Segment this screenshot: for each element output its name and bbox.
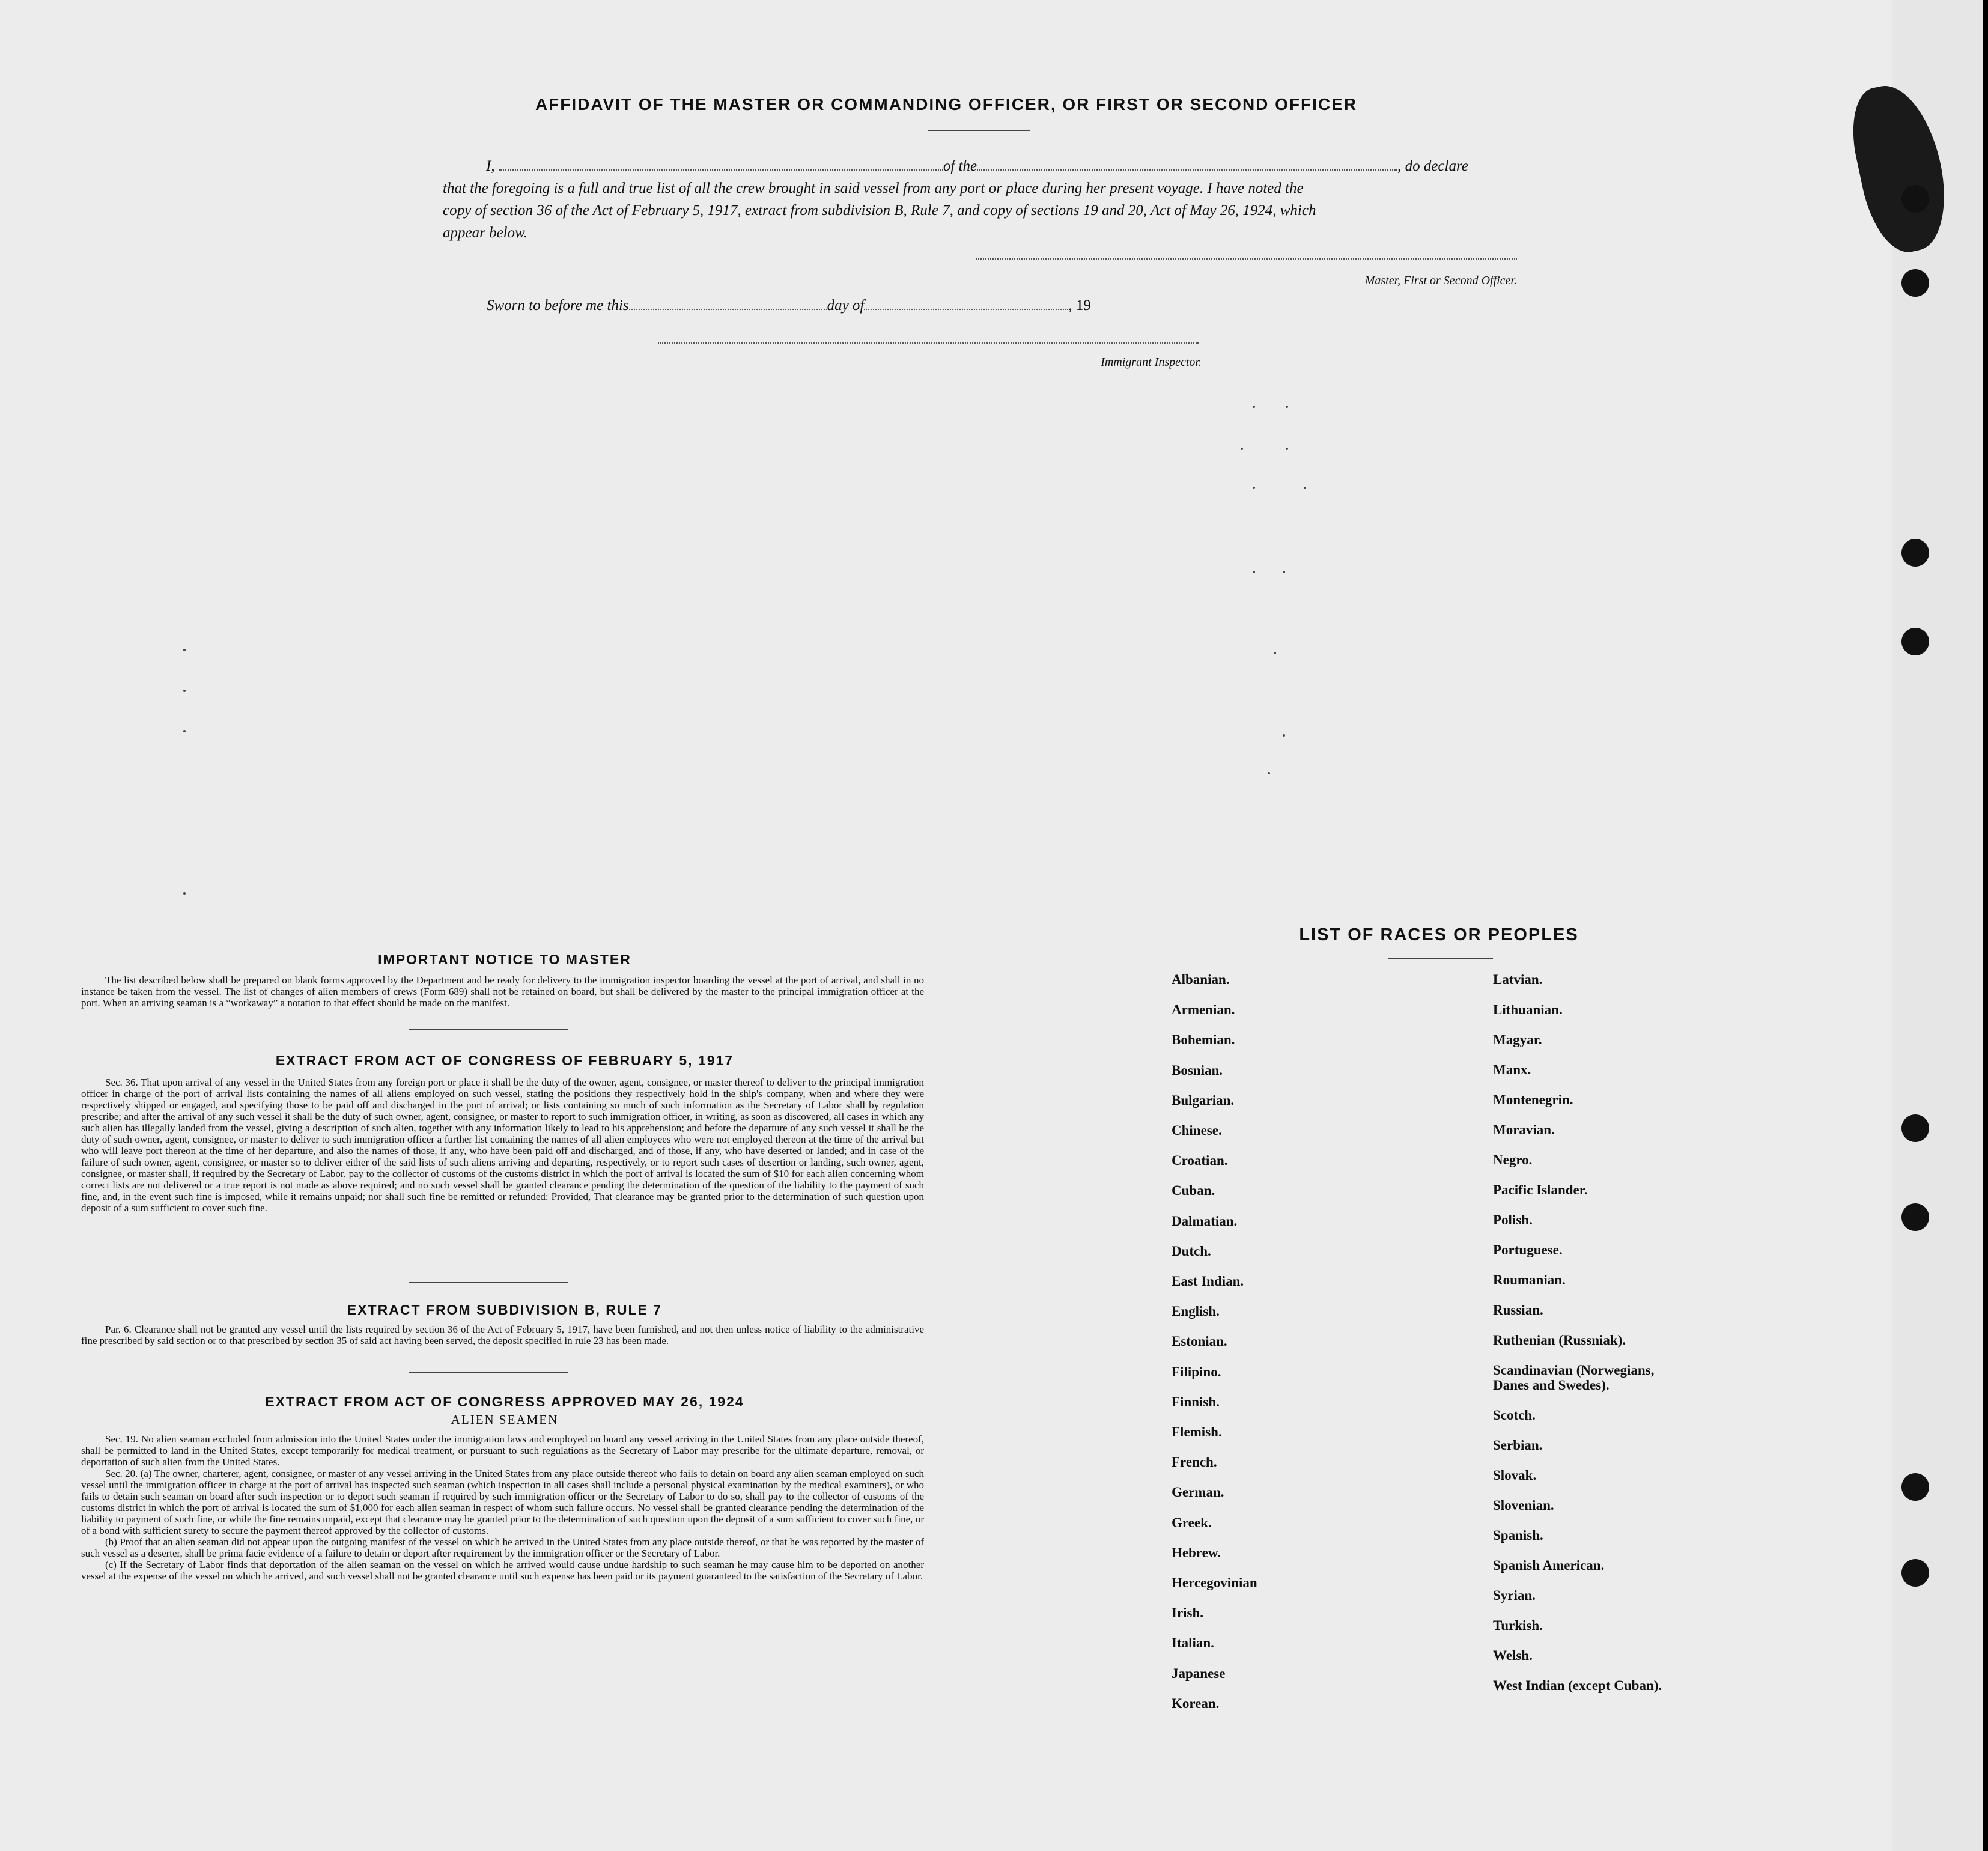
inspector-signature-label: Immigrant Inspector. xyxy=(1101,356,1202,369)
title-rule xyxy=(928,130,1030,131)
sworn-month-blank[interactable] xyxy=(864,309,1068,310)
race-item: Syrian. xyxy=(1493,1588,1536,1603)
race-item: Estonian. xyxy=(1172,1334,1227,1349)
race-item: Armenian. xyxy=(1172,1002,1235,1017)
race-item: Spanish American. xyxy=(1493,1558,1605,1573)
race-item: Bohemian. xyxy=(1172,1032,1235,1047)
race-item: Chinese. xyxy=(1172,1123,1222,1138)
extract-1924-text xyxy=(81,1433,924,1582)
race-item: Lithuanian. xyxy=(1493,1002,1563,1017)
rule7-heading: EXTRACT FROM SUBDIVISION B, RULE 7 xyxy=(347,1302,663,1318)
race-item: Scandinavian (Norwegians, Danes and Swedes). xyxy=(1493,1363,1655,1393)
race-item: Pacific Islander. xyxy=(1493,1182,1588,1197)
extract-1917-text xyxy=(81,1077,924,1214)
sec-19-paragraph: Sec. 19. No alien seaman excluded from admission into the United States under the immigration laws and employed on board any vessel arriving in the United States from any place outside thereof, shall be permitted to land in the United States, except temporarily for medical treatment, or pursuant to such regulations as the Secretary of Labor may prescribe for the ultimate departure, removal, or deportation of such alien from the United States. xyxy=(81,1433,924,1468)
name-blank[interactable] xyxy=(499,169,943,171)
race-item: Bulgarian. xyxy=(1172,1093,1235,1108)
notice-paragraph: The list described below shall be prepared on blank forms approved by the Department and be ready for delivery to the immigration inspector boarding the vessel at the port of arrival, and shall in no instance be taken from the vessel. The list of changes of alien members of crews (Form 689) shall not be retained on board, but shall be delivered by the master to the principal immigration officer at the port. When an arriving seaman is a “workaway” a notation to that effect should be made on the manifest. xyxy=(81,974,924,1009)
sworn-label: Sworn to before me this xyxy=(487,297,629,314)
affidavit-body xyxy=(443,155,1518,244)
sec-20b-paragraph: (b) Proof that an alien seaman did not appear upon the outgoing manifest of the vessel on which he arrived in the United States from any place outside thereof, or that he was reported by the master of such vessel as a deserter, shall be prima facie evidence of a failure to detain or deport after requirement by the immigration officer or the Secretary of Labor. xyxy=(81,1536,924,1559)
race-item: West Indian (except Cuban). xyxy=(1493,1678,1662,1693)
race-item: Italian. xyxy=(1172,1635,1214,1650)
race-item: Slovak. xyxy=(1493,1468,1537,1483)
sec-20a-paragraph: Sec. 20. (a) The owner, charterer, agent, consignee, or master of any vessel arriving in the United States from any place outside thereof who fails to detain on board any alien seaman employed on such vessel until the immigration officer in charge at the port of arrival has inspected such seaman (which inspection in all cases shall include a personal physical examination by the medical examiners), or who fails to detain such seaman on board after such inspection or to deport such seaman if required by such immigration officer or the Secretary of Labor to do so, shall pay to the collector of customs of the customs district in which the port of arrival is located the sum of $1,000 for each alien seaman in respect of whom such failure occurs. No vessel shall be granted clearance pending the determination of the liability to payment of such fine, or while the fine remains unpaid, except that clearance may be granted prior to the determination of such question upon the deposit of a sum sufficient to cover such fine, or of a bond with sufficient surety to secure the payment thereof approved by the collector of customs. xyxy=(81,1468,924,1536)
section-rule xyxy=(409,1029,568,1030)
race-item: Russian. xyxy=(1493,1302,1543,1318)
race-item: Moravian. xyxy=(1493,1122,1555,1137)
rule7-text xyxy=(81,1324,924,1346)
race-item: Portuguese. xyxy=(1493,1242,1563,1257)
race-item: Dalmatian. xyxy=(1172,1214,1238,1229)
race-item: Ruthenian (Russniak). xyxy=(1493,1333,1626,1348)
race-item: Bosnian. xyxy=(1172,1063,1223,1078)
race-item: German. xyxy=(1172,1485,1224,1500)
sworn-line xyxy=(487,297,1091,314)
race-item: Hercegovinian xyxy=(1172,1575,1257,1590)
binder-hole xyxy=(1901,1559,1929,1587)
race-item: Roumanian. xyxy=(1493,1272,1566,1287)
sec-20c-paragraph: (c) If the Secretary of Labor finds that deportation of the alien seaman on the vessel on which he arrived would cause undue hardship to such seaman he may cause him to be deported on another vessel at the expense of the vessel on which he arrived, and such vessel shall not be granted clearance until such expense has been paid or its payment guaranteed to the satisfaction of the Secretary of Labor. xyxy=(81,1559,924,1582)
year-label: , 19 xyxy=(1068,297,1091,314)
binder-hole xyxy=(1901,269,1929,297)
declare-label: , do declare xyxy=(1397,158,1468,174)
race-item: Albanian. xyxy=(1172,972,1230,987)
binder-hole xyxy=(1901,1114,1929,1142)
race-item: Cuban. xyxy=(1172,1183,1215,1198)
race-item: Serbian. xyxy=(1493,1438,1543,1453)
notice-heading: IMPORTANT NOTICE TO MASTER xyxy=(378,952,631,967)
race-item: Flemish. xyxy=(1172,1424,1222,1439)
race-item: Spanish. xyxy=(1493,1528,1543,1543)
extract-1917-heading: EXTRACT FROM ACT OF CONGRESS OF FEBRUARY 5, 1917 xyxy=(275,1053,734,1068)
sworn-day-blank[interactable] xyxy=(629,309,827,310)
race-item: Korean. xyxy=(1172,1696,1220,1711)
sec-36-paragraph: Sec. 36. That upon arrival of any vessel in the United States from any foreign port or place it shall be the duty of the owner, agent, consignee, or master thereof to deliver to the principal immigration officer in charge of the port of arrival lists containing the names of all aliens employed on such vessel, stating the positions they respectively hold in the ship's company, when and where they were respectively shipped or engaged, and specifying those to be paid off and discharged in the port of arrival; or lists containing so much of such information as the Secretary of Labor shall by regulation prescribe; and after the arrival of any such vessel it shall be the duty of such owner, agent, consignee, or master to report to such immigration officer, in writing, as soon as discovered, all cases in which any such alien has illegally landed from the vessel, giving a description of such alien, together with any information likely to lead to his apprehension; and before the departure of any such vessel it shall be the duty of such owner, agent, consignee, or master to deliver to such immigration officer a further list containing the names of all alien employees who were not employed thereon at the time of the arrival but who will leave port thereon at the time of her departure, and also the names of those, if any, who have been paid off and discharged, and of those, if any, who have deserted or landed; and in case of the failure of such owner, agent, consignee, or master so to deliver either of the said lists of such aliens arriving and departing, respectively, or to report such cases of desertion or landing, such owner, agent, consignee, or master shall, if required by the Secretary of Labor, pay to the collector of customs of the customs district in which the port of arrival is located the sum of $10 for each alien concerning whom correct lists are not delivered or a true report is not made as above required; and no such vessel shall be granted clearance pending the determination of the question of the liability to the payment of such fine, and, in the event such fine is imposed, while it remains unpaid; nor shall such fine be remitted or refunded: Provided, That clearance may be granted prior to the determination of such question upon deposit of a sum sufficient to cover such fine. xyxy=(81,1077,924,1214)
race-item: English. xyxy=(1172,1304,1220,1319)
affidavit-title: AFFIDAVIT OF THE MASTER OR COMMANDING OFFICER, OR FIRST OR SECOND OFFICER xyxy=(535,95,1358,114)
race-item: Croatian. xyxy=(1172,1153,1228,1168)
notice-text xyxy=(81,974,924,1009)
binder-hole xyxy=(1901,628,1929,655)
binder-hole xyxy=(1901,185,1929,213)
race-item: Welsh. xyxy=(1493,1648,1533,1663)
race-item: Scotch. xyxy=(1493,1408,1536,1423)
alien-seamen-subheading: ALIEN SEAMEN xyxy=(451,1412,559,1427)
race-item: Negro. xyxy=(1493,1152,1533,1167)
race-item: Filipino. xyxy=(1172,1364,1221,1379)
declaration-text-4: appear below. xyxy=(443,225,528,241)
race-item: Greek. xyxy=(1172,1515,1212,1530)
section-rule xyxy=(409,1372,568,1373)
officer-signature-line[interactable] xyxy=(976,258,1517,260)
race-item: Japanese xyxy=(1172,1666,1226,1681)
race-item: Magyar. xyxy=(1493,1032,1542,1047)
race-item: French. xyxy=(1172,1454,1217,1470)
extract-1924-heading: EXTRACT FROM ACT OF CONGRESS APPROVED MAY 26, 1924 xyxy=(265,1394,744,1409)
binder-hole xyxy=(1901,1473,1929,1501)
i-label: I, xyxy=(486,158,499,174)
officer-signature-label: Master, First or Second Officer. xyxy=(1364,274,1517,287)
declaration-text-2: that the foregoing is a full and true list of all the crew brought in said vessel from any port or place during her present voyage. I have noted the xyxy=(443,180,1304,196)
par-6-paragraph: Par. 6. Clearance shall not be granted any vessel until the lists required by section 36 of the Act of February 5, 1917, have been furnished, and not then unless notice of liability to the administrative fine prescribed by said section or to that prescribed by section 35 of said act having been served, the deposit specified in rule 23 has been made. xyxy=(81,1324,924,1346)
vessel-blank[interactable] xyxy=(977,169,1397,171)
binder-hole xyxy=(1901,539,1929,567)
declaration-line xyxy=(443,155,1518,177)
race-item: Turkish. xyxy=(1493,1618,1543,1633)
race-item: Dutch. xyxy=(1172,1244,1211,1259)
race-item: Slovenian. xyxy=(1493,1498,1554,1513)
race-item: Finnish. xyxy=(1172,1394,1220,1409)
race-item: Latvian. xyxy=(1493,972,1543,987)
declaration-text-3: copy of section 36 of the Act of February 5, 1917, extract from subdivision B, Rule 7, and copy of sections 19 and 20, Act of May 26, 1924, which xyxy=(443,202,1316,219)
races-rule xyxy=(1388,958,1493,959)
inspector-signature-line[interactable] xyxy=(658,342,1199,344)
binder-hole xyxy=(1901,1203,1929,1231)
section-rule xyxy=(409,1282,568,1283)
race-item: Montenegrin. xyxy=(1493,1092,1573,1107)
race-item: Irish. xyxy=(1172,1605,1204,1620)
of-the-label: of the xyxy=(943,158,977,174)
race-item: Manx. xyxy=(1493,1062,1531,1077)
day-of-label: day of xyxy=(827,297,865,314)
race-item: Polish. xyxy=(1493,1212,1533,1227)
races-heading: LIST OF RACES OR PEOPLES xyxy=(1299,925,1579,944)
race-item: Hebrew. xyxy=(1172,1545,1221,1560)
race-item: East Indian. xyxy=(1172,1274,1244,1289)
